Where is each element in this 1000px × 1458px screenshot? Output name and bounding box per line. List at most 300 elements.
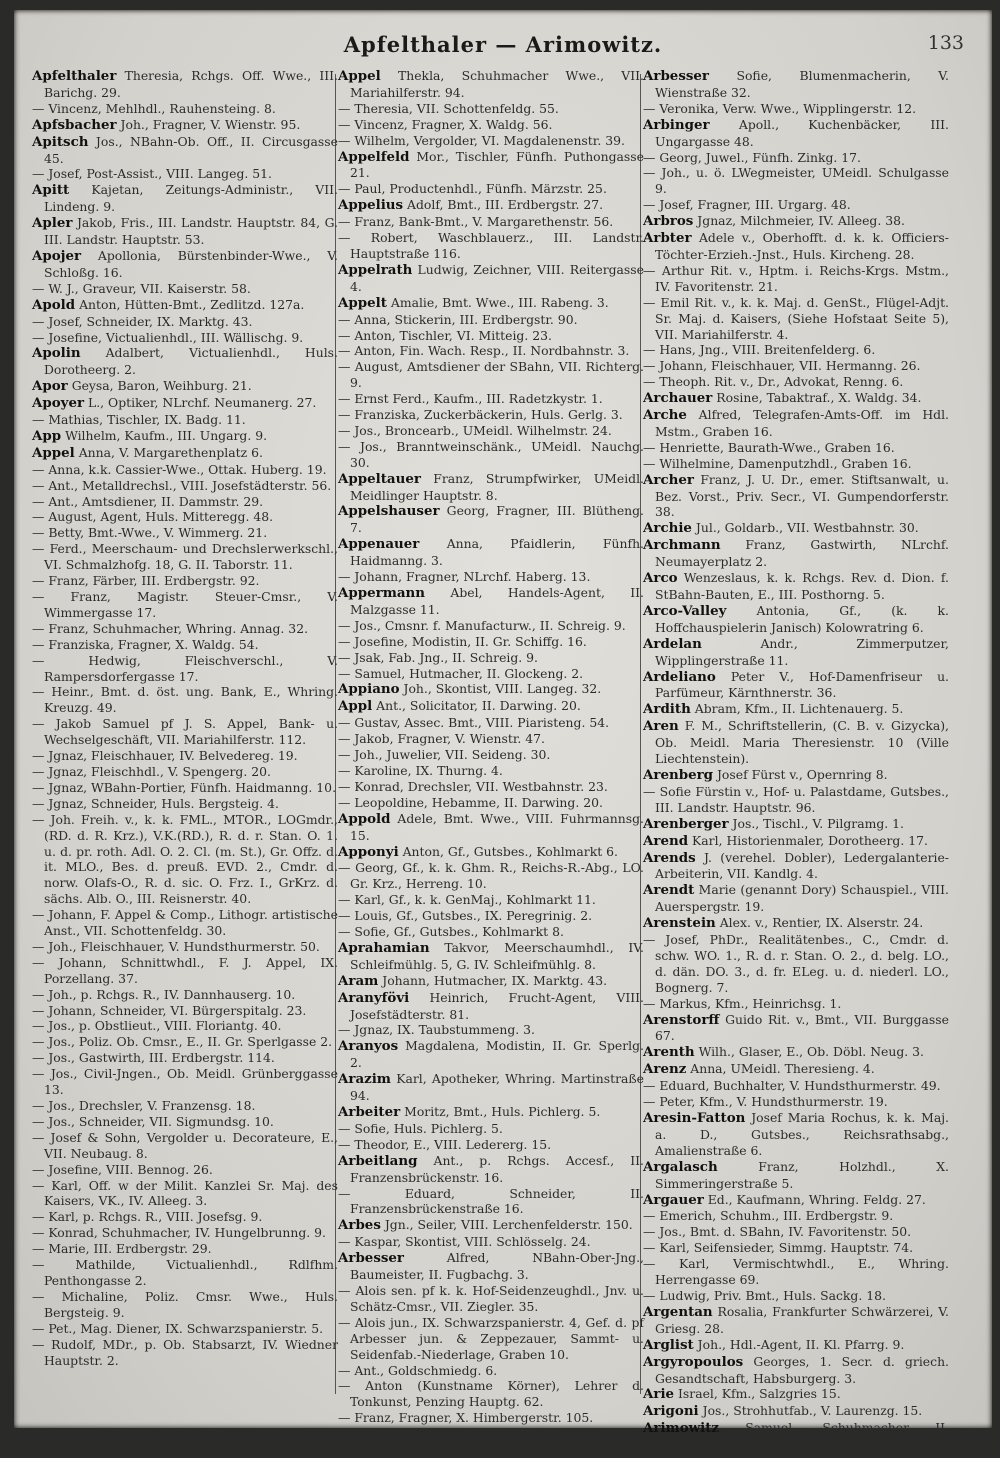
directory-entry	[338, 795, 644, 811]
directory-entry	[643, 767, 949, 784]
entry-details: Thekla, Schuhmacher Wwe., VII. Mariahilferstr. 94.	[350, 68, 644, 100]
directory-entry	[32, 462, 338, 478]
entry-details: Ant., Solicitator, II. Darwing. 20.	[376, 698, 581, 714]
entry-details: Israel, Kfm., Salzgries 15.	[678, 1386, 841, 1402]
directory-entry	[643, 1304, 949, 1337]
directory-entry	[338, 698, 644, 715]
directory-entry	[338, 763, 644, 779]
directory-entry	[32, 653, 338, 685]
entry-details: Guido Rit. v., Bmt., VII. Burggasse 67.	[655, 1011, 949, 1044]
entry-details: — Veronika, Verw. Wwe., Wipplingerstr. 12.	[643, 100, 917, 116]
entry-details: — Karl, Gf., k. k. GenMaj., Kohlmarkt 11.	[338, 892, 596, 908]
directory-entry	[338, 1121, 644, 1137]
directory-entry	[32, 1018, 338, 1034]
entry-details: — Franz, Fragner, X. Himbergerstr. 105.	[338, 1410, 594, 1426]
entry-details: — Robert, Waschblauerz., III. Landstr. Hauptstraße 116.	[338, 230, 644, 261]
directory-entry	[32, 525, 338, 541]
directory-entry	[32, 637, 338, 653]
entry-details: — Mathilde, Victualienhdl., Rdlfhm. Penthongasse 2.	[32, 1257, 338, 1288]
entry-details: Moritz, Bmt., Huls. Pichlerg. 5.	[404, 1104, 601, 1119]
directory-entry	[338, 731, 644, 747]
entry-surname: Apfelthaler	[32, 68, 117, 84]
directory-entry	[32, 182, 338, 215]
entry-details: Joh., Skontist, VIII. Langeg. 32.	[403, 681, 602, 697]
entry-surname: Arbeitlang	[338, 1152, 418, 1169]
directory-entry	[338, 908, 644, 924]
directory-entry	[32, 1162, 338, 1178]
directory-entry	[338, 197, 644, 214]
entry-details: — Johann, Schnittwhdl., F. J. Appel, IX. Porzellang. 37.	[32, 954, 338, 986]
directory-entry	[643, 882, 949, 915]
entry-details: — Josef, Fragner, III. Urgarg. 48.	[643, 197, 851, 213]
entry-details: — Rudolf, MDr., p. Ob. Stabsarzt, IV. Wiedner Hauptstr. 2.	[32, 1336, 338, 1368]
entry-details: — Jgnaz, WBahn-Portier, Fünfh. Haidmanng. 10.	[32, 779, 337, 795]
entry-details: — Joh., u. ö. LWegmeister, UMeidl. Schulgasse 9.	[643, 165, 949, 197]
entry-details: Alfred, NBahn-Ober-Jng., Baumeister, II. Fugbachg. 3.	[350, 1250, 644, 1283]
entry-details: — Arthur Rit. v., Hptm. i. Reichs-Krgs. Mstm., IV. Favoritenstr. 21.	[643, 262, 949, 294]
directory-entry	[338, 214, 644, 230]
entry-details: — Theoph. Rit. v., Dr., Advokat, Renng. 6.	[643, 374, 904, 390]
directory-entry	[32, 1241, 338, 1257]
directory-entry	[32, 573, 338, 589]
entry-details: Alex. v., Rentier, IX. Alserstr. 24.	[719, 915, 924, 931]
entry-details: — Emerich, Schuhm., III. Erdbergstr. 9.	[643, 1208, 894, 1224]
entry-details: — Anton, Tischler, VI. Mitteig. 23.	[338, 327, 552, 343]
directory-entry	[643, 1159, 949, 1192]
entry-details: Kajetan, Zeitungs-Administr., VII. Lindeng. 9.	[44, 182, 338, 215]
entry-details: — Jos., Schneider, VII. Sigmundsg. 10.	[32, 1113, 274, 1129]
directory-entry	[338, 924, 644, 940]
entry-details: Geysa, Baron, Weihburg. 21.	[71, 378, 252, 394]
entry-details: — Eduard, Buchhalter, V. Hundsthurmerstr. 49.	[643, 1078, 941, 1094]
entry-details: Johann, Hutmacher, IX. Marktg. 43.	[382, 972, 608, 988]
entry-details: Alfred, Telegrafen-Amts-Off. im Hdl. Mstm., Graben 16.	[655, 407, 949, 439]
entry-surname: Arenz	[643, 1061, 687, 1078]
page-number: 133	[927, 32, 964, 54]
directory-entry	[32, 314, 338, 330]
entry-surname: Appeltauer	[338, 470, 421, 487]
entry-details: Josef Fürst v., Opernring 8.	[716, 766, 888, 782]
directory-entry	[32, 68, 338, 101]
directory-entry	[338, 634, 644, 650]
directory-entry	[338, 860, 644, 892]
entry-surname: Apponyi	[338, 843, 399, 860]
directory-entry	[32, 1178, 338, 1210]
entry-details: — Jos., Bmt. d. SBahn, IV. Favoritenstr. 50.	[643, 1224, 912, 1240]
entry-details: — Johann, Fleischhauer, VII. Hermanng. 26.	[643, 358, 921, 374]
entry-details: — Jakob, Fragner, V. Wienstr. 47.	[338, 731, 545, 747]
entry-details: Rosine, Tabaktraf., X. Waldg. 34.	[716, 390, 922, 406]
directory-entry	[338, 536, 644, 569]
directory-entry	[643, 816, 949, 833]
directory-entry	[338, 439, 644, 471]
entry-details: — Ferd., Meerschaum- und Drechslerwerkschl., VI. Schmalzhofg. 18, G. II. Taborstr. 11.	[32, 541, 338, 573]
entry-details: Ludwig, Zeichner, VIII. Reitergasse 4.	[350, 261, 644, 294]
directory-entry	[338, 1234, 644, 1250]
entry-surname: Appl	[338, 698, 373, 715]
entry-details: Antonia, Gf., (k. k. Hoffchauspielerin Janisch) Kolowratring 6.	[655, 602, 949, 635]
entry-details: Jakob, Fris., III. Landstr. Hauptstr. 84, G. III. Landstr. Hauptstr. 53.	[44, 215, 338, 248]
entry-details: — Vincenz, Fragner, X. Waldg. 56.	[338, 116, 553, 132]
directory-entry	[338, 747, 644, 763]
directory-entry	[338, 343, 644, 359]
directory-entry	[643, 1078, 949, 1094]
entry-surname: Arbesser	[643, 68, 709, 84]
entry-surname: Arendt	[643, 882, 695, 899]
entry-details: — Emil Rit. v., k. k. Maj. d. GenSt., Flügel-Adjt. Sr. Maj. d. Kaisers, (Siehe Hofstaat Seite 5), VII. Mariahilferstr. 4.	[643, 294, 949, 342]
entry-details: — Gustav, Assec. Bmt., VIII. Piaristeng. 54.	[338, 715, 610, 731]
entry-details: — Ludwig, Priv. Bmt., Huls. Sackg. 18.	[643, 1287, 886, 1303]
entry-details: — Marcell, Priv. Bmt., Fünfh. Zinkg. 15.	[338, 1442, 589, 1458]
entry-details: Rosalia, Frankfurter Schwärzerei, V. Griesg. 28.	[655, 1303, 949, 1336]
directory-entry	[32, 215, 338, 248]
directory-entry	[32, 716, 338, 748]
entry-surname: Argentan	[643, 1303, 713, 1320]
entry-surname: Archauer	[643, 390, 713, 407]
directory-entry	[32, 1114, 338, 1130]
directory-entry	[643, 117, 949, 150]
directory-entry	[643, 996, 949, 1012]
directory-entry	[643, 1208, 949, 1224]
entry-details: Jgnaz, Milchmeier, IV. Alleeg. 38.	[697, 213, 905, 229]
directory-entry	[338, 1410, 644, 1426]
entry-details: J. (verehel. Dobler), Ledergalanterie-Arbeiterin, VII. Kandlg. 4.	[655, 849, 949, 882]
entry-details: — Jos., Drechsler, V. Franzensg. 18.	[32, 1098, 256, 1113]
directory-entry	[32, 445, 338, 462]
entry-surname: Arche	[643, 407, 687, 424]
entry-surname: Arbros	[643, 213, 694, 230]
entry-details: Samuel, Schuhmacher II. Pazmaniteng. 7.	[655, 1420, 949, 1453]
entry-surname: Ardelan	[643, 635, 702, 652]
directory-entry	[32, 1209, 338, 1225]
entry-surname: Aren	[643, 718, 679, 735]
entry-details: — Anna, Stickerin, III. Erdbergstr. 90.	[338, 311, 578, 327]
directory-entry	[338, 585, 644, 618]
entry-details: — Josefine, Modistin, II. Gr. Schiffg. 16.	[338, 633, 587, 649]
entry-details: — Theodor, E., VIII. Ledererg. 15.	[338, 1136, 552, 1152]
column-3	[643, 68, 949, 1453]
entry-details: — Marie, III. Erdbergstr. 29.	[32, 1241, 212, 1257]
directory-entry	[643, 1061, 949, 1078]
directory-entry	[643, 669, 949, 702]
entry-details: — Joh., p. Rchgs. R., IV. Dannhauserg. 10.	[32, 986, 296, 1002]
entry-details: — Franziska, Fragner, X. Waldg. 54.	[32, 636, 259, 652]
directory-entry	[643, 1192, 949, 1209]
entry-details: Anton, Hütten-Bmt., Zedlitzd. 127a.	[79, 296, 305, 312]
entry-details: Magdalena, Modistin, II. Gr. Sperlg. 2.	[350, 1038, 644, 1071]
entry-details: — Jos., Poliz. Ob. Cmsr., E., II. Gr. Sperlgasse 2.	[32, 1034, 333, 1050]
entry-details: Franz, J. U. Dr., emer. Stiftsanwalt, u. Bez. Vorst., Priv. Secr., VI. Gumpendorferstr. 38.	[655, 471, 949, 520]
entry-details: — Johann, Schneider, VI. Bürgerspitalg. 23.	[32, 1002, 307, 1018]
entry-surname: Aranyfövi	[338, 989, 410, 1006]
entry-surname: Aram	[338, 972, 379, 989]
entry-details: — Ant., Goldschmiedg. 6.	[338, 1362, 498, 1378]
entry-surname: Apfsbacher	[32, 116, 117, 133]
directory-entry	[643, 472, 949, 521]
entry-details: Wenzeslaus, k. k. Rchgs. Rev. d. Dion. f. StBahn-Bauten, E., III. Posthorng. 5.	[655, 570, 949, 602]
entry-details: Wilhelm, Kaufm., III. Ungarg. 9.	[65, 427, 268, 443]
entry-surname: Appel	[338, 68, 381, 84]
directory-entry	[338, 1378, 644, 1410]
entry-details: — Johann, F. Appel & Comp., Lithogr. artistische Anst., VII. Schottenfeldg. 30.	[32, 907, 338, 939]
entry-details: Wilh., Glaser, E., Ob. Döbl. Neug. 3.	[698, 1044, 924, 1060]
directory-entry	[338, 1250, 644, 1283]
entry-details: — Leopoldine, Hebamme, II. Darwing. 20.	[338, 794, 603, 810]
entry-details: Adele, Bmt. Wwe., VIII. Fuhrmannsg. 15.	[350, 810, 644, 843]
entry-surname: Aresin-Fatton	[643, 1110, 746, 1126]
directory-entry	[643, 850, 949, 883]
entry-surname: Arenstein	[643, 915, 716, 932]
entry-surname: Arend	[643, 832, 689, 849]
directory-entry	[338, 1283, 644, 1315]
entry-details: Jgn., Seiler, VIII. Lerchenfelderstr. 150.	[384, 1217, 633, 1233]
entry-surname: Appiano	[338, 681, 400, 698]
directory-entry	[338, 811, 644, 844]
directory-entry	[338, 133, 644, 149]
entry-surname: Apitsch	[32, 133, 89, 150]
directory-entry	[338, 407, 644, 423]
directory-entry	[643, 150, 949, 166]
directory-entry	[643, 915, 949, 932]
entry-details: Ed., Kaufmann, Whring. Feldg. 27.	[707, 1191, 926, 1207]
entry-details: — Wilhelm, Vergolder, VI. Magdalenenstr. 39.	[338, 132, 625, 148]
directory-entry	[643, 701, 949, 718]
directory-entry	[643, 1288, 949, 1304]
entry-details: — Kaspar, Skontist, VIII. Schlösselg. 24.	[338, 1234, 591, 1250]
directory-entry	[643, 718, 949, 767]
entry-details: — Josef & Sohn, Vergolder u. Decorateure, E., VII. Neubaug. 8.	[32, 1129, 338, 1161]
entry-details: — Samuel, Hutmacher, II. Glockeng. 2.	[338, 665, 584, 681]
entry-details: — Jos., Branntweinschänk., UMeidl. Nauchg. 30.	[338, 438, 644, 470]
entry-surname: Appermann	[338, 585, 426, 601]
directory-entry	[32, 297, 338, 314]
entry-details: — Hans, Jng., VIII. Breitenfelderg. 6.	[643, 342, 876, 358]
column-2	[338, 68, 644, 1458]
directory-entry	[643, 295, 949, 343]
directory-entry	[643, 1110, 949, 1159]
directory-entry	[338, 68, 644, 101]
entry-details: — Peter, Kfm., V. Hundsthurmerstr. 19.	[643, 1094, 888, 1110]
directory-entry	[643, 1224, 949, 1240]
entry-details: — Sofie, Huls. Pichlerg. 5.	[338, 1120, 503, 1136]
directory-entry	[32, 281, 338, 297]
entry-details: — Michaline, Poliz. Cmsr. Wwe., Huls. Bergsteig. 9.	[32, 1288, 338, 1320]
entry-details: Jos., Strohhutfab., V. Laurenzg. 15.	[702, 1403, 923, 1419]
entry-surname: Apor	[32, 378, 68, 395]
entry-details: — Anton (Kunstname Körner), Lehrer d. Tonkunst, Penzing Hauptg. 62.	[338, 1378, 644, 1410]
directory-entry	[643, 197, 949, 213]
directory-entry	[643, 230, 949, 263]
directory-entry	[338, 1426, 644, 1442]
entry-details: — Theresia, VII. Schottenfeldg. 55.	[338, 100, 559, 116]
entry-details: — W. J., Graveur, VII. Kaiserstr. 58.	[32, 280, 251, 296]
directory-entry	[338, 359, 644, 391]
entry-details: — Vincenz, Mehlhdl., Rauhensteing. 8.	[32, 100, 276, 116]
entry-details: Adolf, Bmt., III. Erdbergstr. 27.	[407, 197, 604, 213]
directory-entry	[32, 748, 338, 764]
entry-details: — Jakob Samuel pf J. S. Appel, Bank- u. Wechselgeschäft, VII. Mariahilferstr. 112.	[32, 716, 338, 748]
entry-details: — Karl, Seifensieder, Simmg. Hauptstr. 74.	[643, 1240, 914, 1256]
entry-details: — Franz, Magistr. Steuer-Cmsr., V. Wimmergasse 17.	[32, 589, 338, 620]
directory-entry	[338, 1038, 644, 1071]
column-1	[32, 68, 338, 1403]
entry-details: — Jos., p. Obstlieut., VIII. Floriantg. 40.	[32, 1018, 282, 1034]
entry-surname: Argyropoulos	[643, 1353, 744, 1370]
entry-surname: Apold	[32, 296, 76, 313]
entry-details: Joh., Fragner, V. Wienstr. 95.	[120, 116, 301, 132]
directory-entry	[32, 987, 338, 1003]
entry-details: — Betty, Bmt.-Wwe., V. Wimmerg. 21.	[32, 525, 268, 541]
entry-details: Josef Maria Rochus, k. k. Maj. a. D., Gutsbes., Reichsrathsabg., Amalienstraße 6.	[655, 1110, 949, 1158]
directory-entry	[643, 374, 949, 390]
directory-entry	[643, 1256, 949, 1288]
entry-surname: Arie	[643, 1386, 675, 1403]
directory-entry	[32, 796, 338, 812]
running-head: Apfelthaler — Arimowitz.	[343, 32, 663, 57]
directory-entry	[338, 391, 644, 407]
directory-entry	[338, 1186, 644, 1218]
entry-details: Anton, Gf., Gutsbes., Kohlmarkt 6.	[402, 843, 618, 859]
entry-details: Andr., Zimmerputzer, Wipplingerstraße 11.	[655, 635, 949, 668]
directory-entry	[643, 440, 949, 456]
entry-details: — Hedwig, Fleischverschl., V. Rampersdorfergasse 17.	[32, 652, 338, 684]
entry-surname: Arenstorff	[643, 1011, 720, 1028]
entry-details: Ant., p. Rchgs. Accesf., II. Franzensbrückenstr. 16.	[350, 1152, 644, 1185]
entry-details: — Franz, Bank-Bmt., V. Margarethenstr. 56.	[338, 214, 614, 230]
directory-entry	[643, 101, 949, 117]
entry-details: Franz, Strumpfwirker, UMeidl. Meidlinger Hauptstr. 8.	[350, 470, 644, 503]
directory-entry	[338, 101, 644, 117]
directory-entry	[338, 117, 644, 133]
directory-page	[14, 10, 992, 1458]
entry-surname: Apoyer	[32, 395, 85, 412]
directory-entry	[338, 779, 644, 795]
entry-surname: Argauer	[643, 1191, 704, 1208]
directory-entry	[32, 541, 338, 573]
directory-entry	[643, 68, 949, 101]
entry-details: Anna, V. Margarethenplatz 6.	[78, 444, 263, 460]
directory-entry	[643, 520, 949, 537]
entry-details: — Alois sen. pf k. k. Hof-Seidenzeughdl., Jnv. u. Schätz-Cmsr., VII. Ziegler. 35.	[338, 1282, 644, 1314]
directory-entry	[338, 1153, 644, 1186]
entry-details: Apollonia, Bürstenbinder-Wwe., V. Schloßg. 16.	[44, 247, 338, 280]
directory-entry	[32, 378, 338, 395]
entry-details: L., Optiker, NLrchf. Neumanerg. 27.	[88, 395, 317, 411]
directory-entry	[338, 844, 644, 861]
entry-details: — Sofie, Gf., Gutsbes., Kohlmarkt 8.	[338, 924, 564, 940]
directory-entry	[32, 621, 338, 637]
directory-entry	[32, 248, 338, 281]
entry-details: Franz, Gastwirth, NLrchf. Neumayerplatz 2.	[655, 537, 949, 570]
directory-entry	[338, 892, 644, 908]
entry-surname: Appelrath	[338, 261, 413, 278]
directory-entry	[643, 390, 949, 407]
entry-details: — Karoline, IX. Thurng. 4.	[338, 762, 503, 778]
directory-entry	[32, 509, 338, 525]
directory-entry	[643, 1420, 949, 1453]
directory-entry	[338, 618, 644, 634]
entry-surname: Archer	[643, 471, 694, 488]
entry-details: — Alois jun., IX. Schwarzspanierstr. 4, Gef. d. pf Arbesser jun. & Zeppezauer, Sammt- u. Seidenfab.-Niederlage, Graben 10.	[338, 1314, 644, 1362]
directory-entry	[643, 263, 949, 295]
directory-entry	[338, 973, 644, 990]
directory-entry	[338, 650, 644, 666]
directory-entry	[32, 428, 338, 445]
entry-details: — Josefine, Lehrerin, IV. Preßg. 23.	[338, 1426, 560, 1442]
entry-details: — Pet., Mag. Diener, IX. Schwarzspanierstr. 5.	[32, 1320, 324, 1336]
directory-entry	[338, 1071, 644, 1104]
directory-entry	[32, 1066, 338, 1098]
entry-details: — Ant., Amtsdiener, II. Dammstr. 29.	[32, 493, 264, 509]
entry-details: — Jsak, Fab. Jng., II. Schreig. 9.	[338, 649, 538, 665]
entry-surname: Arenth	[643, 1044, 695, 1061]
entry-details: — August, Amtsdiener der SBahn, VII. Richterg. 9.	[338, 359, 644, 391]
directory-entry	[32, 345, 338, 378]
entry-surname: Apojer	[32, 247, 82, 264]
entry-details: — Mathias, Tischler, IX. Badg. 11.	[32, 412, 246, 428]
entry-details: Peter V., Hof-Damenfriseur u. Parfümeur, Kärnthnerstr. 36.	[655, 668, 949, 701]
entry-surname: Aranyos	[338, 1038, 399, 1055]
directory-entry	[643, 1094, 949, 1110]
entry-details: — Heinr., Bmt. d. öst. ung. Bank, E., Whring. Kreuzg. 49.	[32, 684, 338, 716]
directory-entry	[643, 636, 949, 669]
entry-details: — Josefine, VIII. Bennog. 26.	[32, 1161, 213, 1177]
directory-entry	[338, 1104, 644, 1121]
directory-entry	[32, 1130, 338, 1162]
entry-surname: Aprahamian	[338, 939, 430, 956]
entry-details: — Konrad, Drechsler, VII. Westbahnstr. 23.	[338, 778, 608, 794]
directory-entry	[643, 932, 949, 996]
entry-details: — Jos., Civil-Jngen., Ob. Meidl. Grünberggasse 13.	[32, 1066, 338, 1098]
entry-surname: Arazim	[338, 1071, 391, 1088]
directory-entry	[643, 537, 949, 570]
directory-entry	[338, 940, 644, 973]
entry-details: — Georg, Juwel., Fünfh. Zinkg. 17.	[643, 149, 861, 165]
directory-entry	[32, 117, 338, 134]
entry-surname: Appelshauser	[338, 503, 440, 520]
entry-surname: Appel	[32, 444, 75, 461]
directory-entry	[643, 833, 949, 850]
entry-surname: Apolin	[32, 345, 81, 362]
page-header	[14, 32, 992, 66]
entry-surname: Apler	[32, 215, 73, 232]
entry-surname: Arimowitz	[643, 1420, 720, 1437]
entry-details: — Joh. Freih. v., k. k. FML., MTOR., LOGmdr., (RD. d. R. Krz.), V.K.(RD.), R. d. r. Stan. O. 1. u. d. pr. roth. Adl. O. 2. Cl. (m. St.), Gr. Offz. d. it. MLO., Bes. d. preuß. EVD. 2., Cmdr. d. norw. Olafs-O., R. d. sic. O. Frz. I., GrKrz. d. sächs. Alb. O., III. Reisnerstr. 40.	[32, 811, 338, 907]
directory-entry	[32, 1050, 338, 1066]
entry-details: — Josefine, Victualienhdl., III. Wällischg. 9.	[32, 329, 304, 345]
entry-details: Joh., Hdl.-Agent, II. Kl. Pfarrg. 9.	[697, 1336, 905, 1352]
entry-details: Abram, Kfm., II. Lichtenauerg. 5.	[694, 701, 904, 717]
entry-surname: Appenauer	[338, 536, 420, 553]
directory-entry	[338, 1217, 644, 1234]
entry-details: Takvor, Meerschaumhdl., IV. Schleifmühlg. 5, G. IV. Schleifmühlg. 8.	[350, 939, 644, 972]
directory-entry	[643, 342, 949, 358]
entry-details: — Joh., Fleischhauer, V. Hundsthurmerstr. 50.	[32, 938, 320, 954]
entry-surname: Arco	[643, 570, 678, 587]
entry-details: Theresia, Rchgs. Off. Wwe., III. Barichg. 29.	[44, 68, 338, 100]
directory-entry	[338, 1363, 644, 1379]
entry-details: Franz, Holzhdl., X. Simmeringerstraße 5.	[655, 1158, 949, 1191]
directory-entry	[338, 1137, 644, 1153]
directory-entry	[643, 165, 949, 197]
entry-surname: App	[32, 427, 62, 444]
entry-details: — Wilhelmine, Damenputzhdl., Graben 16.	[643, 455, 912, 471]
entry-details: — Franz, Färber, III. Erdbergstr. 92.	[32, 573, 260, 589]
entry-details: — Paul, Productenhdl., Fünfh. Märzstr. 25.	[338, 181, 607, 197]
entry-details: Mor., Tischler, Fünfh. Puthongasse 21.	[350, 148, 644, 181]
entry-surname: Arenberg	[643, 766, 714, 783]
entry-surname: Arbinger	[643, 116, 710, 133]
